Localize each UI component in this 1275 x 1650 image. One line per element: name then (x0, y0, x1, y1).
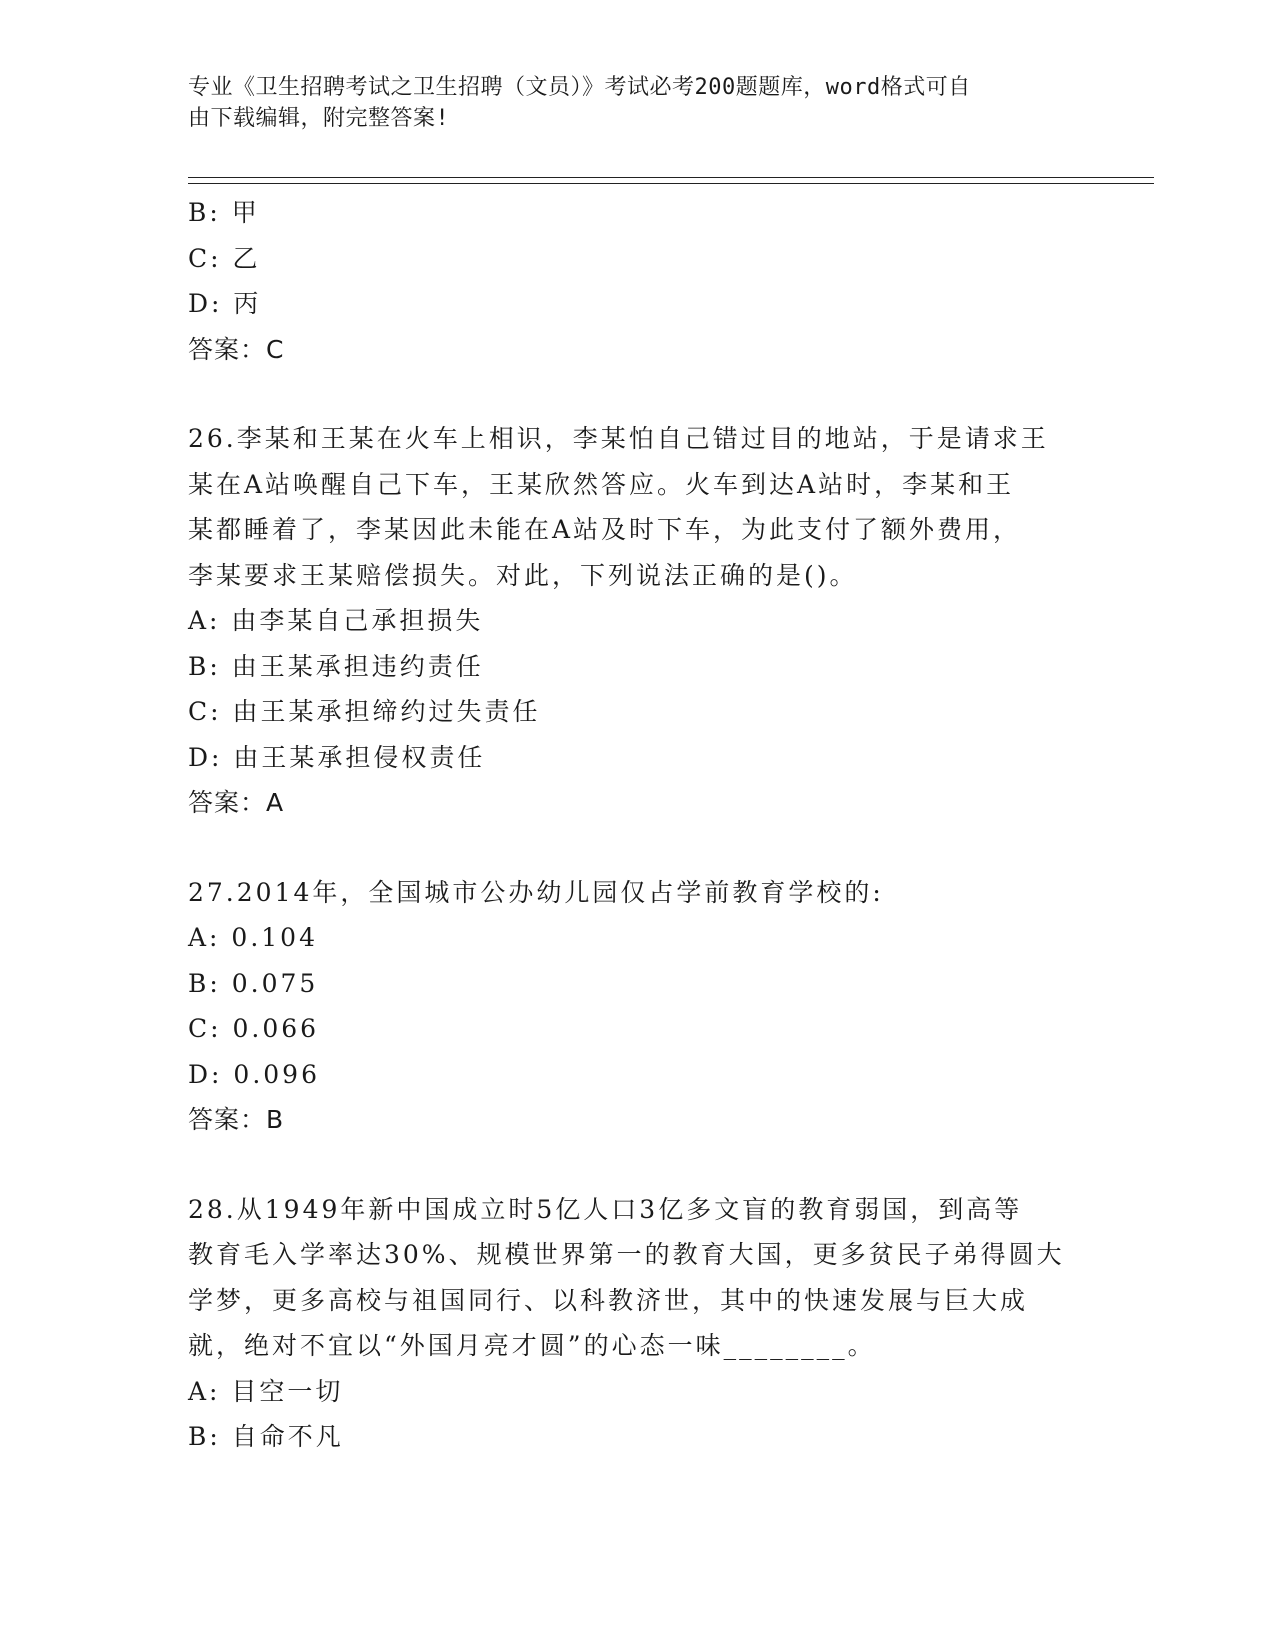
option-a: A: 由李某自己承担损失 (188, 606, 484, 635)
option-c: C: 由王某承担缔约过失责任 (188, 697, 541, 726)
header-line-1: 专业《卫生招聘考试之卫生招聘（文员）》考试必考200题题库，word格式可自 (188, 75, 971, 100)
question-spacer (188, 372, 1088, 416)
question-27 (188, 870, 1088, 1143)
option-a: A: 0.104 (188, 923, 318, 952)
option-c: C: 乙 (188, 243, 261, 273)
question-text-line: 教育毛入学率达30%、规模世界第一的教育大国，更多贫民子弟得圆大 (188, 1240, 1065, 1269)
answer-line: 答案：A (188, 788, 285, 817)
option-a: A: 目空一切 (188, 1376, 344, 1406)
question-text-line: 28.从1949年新中国成立时5亿人口3亿多文盲的教育弱国，到高等 (188, 1194, 1023, 1224)
option-b: B: 0.075 (188, 968, 319, 998)
option-b: B: 由王某承担违约责任 (188, 651, 484, 681)
option-b: B: 甲 (188, 198, 260, 227)
question-26 (188, 416, 1088, 826)
question-text-line: 27.2014年，全国城市公办幼儿园仅占学前教育学校的: (188, 877, 884, 907)
question-text-line: 学梦，更多高校与祖国同行、以科教济世，其中的快速发展与巨大成 (188, 1285, 1029, 1315)
question-text-line: 李某要求王某赔偿损失。对此，下列说法正确的是()。 (188, 560, 858, 590)
answer-line: 答案：B (188, 1105, 285, 1134)
option-c: C: 0.066 (188, 1014, 320, 1043)
question-25-tail (188, 190, 1088, 372)
answer-line: 答案：C (188, 334, 285, 364)
question-spacer (188, 826, 1088, 870)
option-b: B: 自命不凡 (188, 1422, 344, 1451)
question-28 (188, 1187, 1088, 1460)
question-spacer (188, 1143, 1088, 1187)
document-header (188, 72, 1068, 134)
question-text-line: 就，绝对不宜以“外国月亮才圆”的心态一味________。 (188, 1331, 876, 1360)
option-d: D: 0.096 (188, 1059, 320, 1089)
question-text-line: 26.李某和王某在火车上相识，李某怕自己错过目的地站，于是请求王 (188, 424, 1049, 453)
question-text-line: 某在A站唤醒自己下车，王某欣然答应。火车到达A站时，李某和王 (188, 469, 1015, 499)
option-d: D: 丙 (188, 289, 262, 318)
header-rule-top (188, 177, 1154, 178)
question-text-line: 某都睡着了，李某因此未能在A站及时下车，为此支付了额外费用， (188, 515, 1022, 544)
header-rule-bottom (188, 183, 1154, 184)
option-d: D: 由王某承担侵权责任 (188, 742, 486, 772)
header-line-2: 由下载编辑，附完整答案! (188, 106, 450, 131)
question-list (188, 190, 1088, 1460)
